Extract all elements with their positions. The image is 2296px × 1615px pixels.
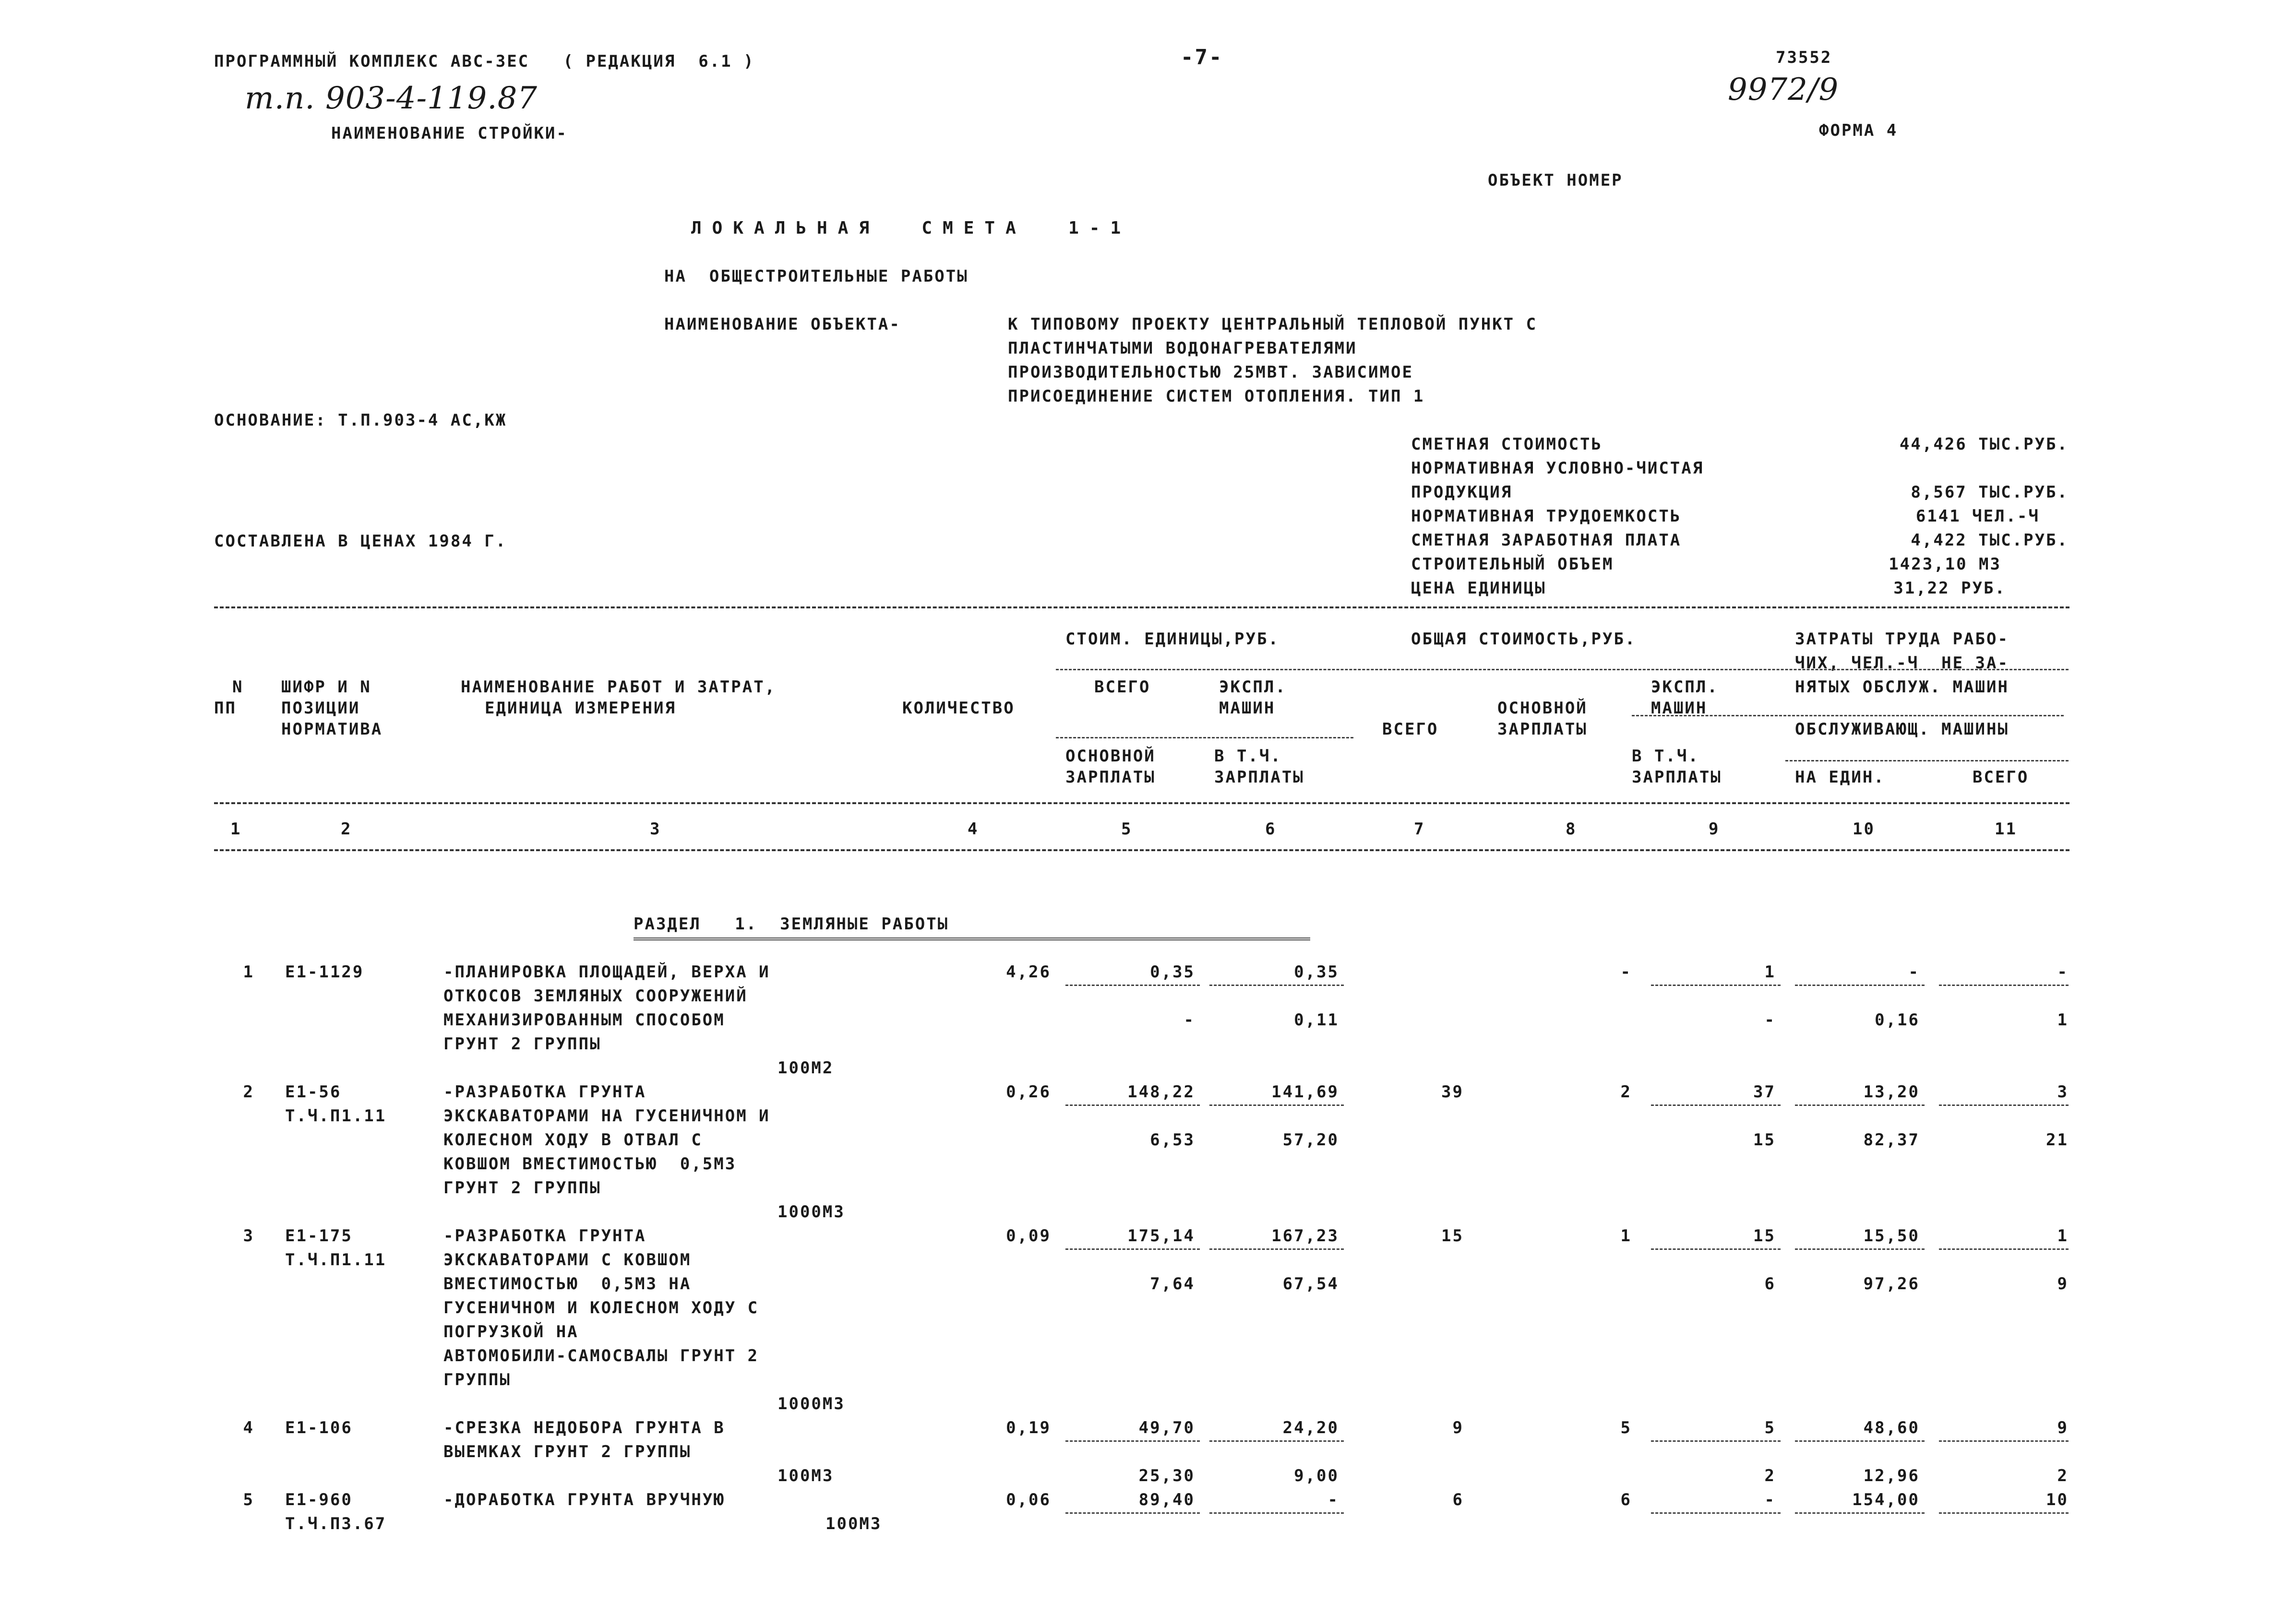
col-no-header: N (232, 677, 244, 697)
row-value-c9b: 2 (1764, 1466, 1776, 1485)
col-incl2-header: ЗАРПЛАТЫ (1632, 768, 1722, 787)
row-name: ВМЕСТИМОСТЬЮ 0,5М3 НА (443, 1274, 692, 1294)
row-number: 1 (243, 962, 254, 982)
column-number: 3 (650, 819, 661, 839)
row-value-c8: 1 (1620, 1226, 1632, 1246)
row-value-c11: 1 (2057, 1226, 2069, 1246)
cell-rule (1651, 1104, 1781, 1106)
program-name: ПРОГРАММНЫЙ КОМПЛЕКС АВС-ЗЕС ( РЕДАКЦИЯ 6.1 ) (214, 52, 755, 71)
col-total2-header: ВСЕГО (1382, 720, 1439, 739)
row-value-c10b: 12,96 (1863, 1466, 1920, 1485)
row-name: ОТКОСОВ ЗЕМЛЯНЫХ СООРУЖЕНИЙ (443, 986, 748, 1006)
row-name: ГРУНТ 2 ГРУППЫ (443, 1034, 601, 1054)
row-code: Е1-960 (285, 1490, 353, 1509)
col-machines-header: ЭКСПЛ. (1219, 677, 1287, 697)
row-unit: 100М3 (777, 1466, 834, 1485)
labor-header: ЗАТРАТЫ ТРУДА РАБО- (1795, 629, 2009, 649)
row-code: Е1-56 (285, 1082, 342, 1102)
row-name: -СРЕЗКА НЕДОБОРА ГРУНТА В (443, 1418, 725, 1437)
row-value-c11b: 9 (2057, 1274, 2069, 1294)
basis-text: ОСНОВАНИЕ: Т.П.903-4 АС,КЖ (214, 411, 507, 430)
row-value-c6b: 0,11 (1294, 1010, 1339, 1030)
col-no-header: ПП (214, 699, 237, 718)
form-label: ФОРМА 4 (1819, 121, 1898, 140)
object-name-line-4: ПРИСОЕДИНЕНИЕ СИСТЕМ ОТОПЛЕНИЯ. ТИП 1 (1008, 387, 1425, 406)
row-value-c5b: 7,64 (1150, 1274, 1195, 1294)
service-machines-header: ОБСЛУЖИВАЮЩ. МАШИНЫ (1795, 720, 2009, 739)
col-name-header: НАИМЕНОВАНИЕ РАБОТ И ЗАТРАТ, (461, 677, 777, 697)
row-value-c11: - (2057, 962, 2069, 982)
cell-rule (1209, 1512, 1344, 1514)
col-wage2-header: ЗАРПЛАТЫ (1497, 720, 1588, 739)
row-value-c5b: 6,53 (1150, 1130, 1195, 1150)
col-code-header: НОРМАТИВА (281, 720, 383, 739)
cell-rule (1939, 1440, 2069, 1442)
col-total-header: ВСЕГО (1094, 677, 1151, 697)
table-top-rule (214, 606, 2069, 608)
row-unit: 100М2 (777, 1058, 834, 1078)
row-name: -ПЛАНИРОВКА ПЛОЩАДЕЙ, ВЕРХА И (443, 962, 770, 982)
cell-rule (1065, 1440, 1200, 1442)
row-value-c10b: 82,37 (1863, 1130, 1920, 1150)
row-quantity: 0,09 (1006, 1226, 1051, 1246)
row-value-c9b: - (1764, 1010, 1776, 1030)
row-quantity: 4,26 (1006, 962, 1051, 982)
row-number: 2 (243, 1082, 254, 1102)
row-name: КОВШОМ ВМЕСТИМОСТЬЮ 0,5М3 (443, 1154, 737, 1174)
row-value-c6: - (1327, 1490, 1339, 1509)
labor-header: НЯТЫХ ОБСЛУЖ. МАШИН (1795, 677, 2009, 697)
estimate-title: ЛОКАЛЬНАЯ СМЕТА 1-1 (691, 218, 1132, 238)
row-value-c5: 148,22 (1127, 1082, 1195, 1102)
row-value-c11: 9 (2057, 1418, 2069, 1437)
row-quantity: 0,19 (1006, 1418, 1051, 1437)
row-unit: 1000М3 (777, 1394, 845, 1413)
cell-rule (1651, 1440, 1781, 1442)
cell-rule (1795, 1248, 1925, 1250)
col-qty-header: КОЛИЧЕСТВО (902, 699, 1015, 718)
construction-name-label: НАИМЕНОВАНИЕ СТРОЙКИ- (331, 124, 568, 143)
cell-rule (1939, 1248, 2069, 1250)
cell-rule (1795, 1440, 1925, 1442)
row-value-c11b: 2 (2057, 1466, 2069, 1485)
summary-label: СМЕТНАЯ ЗАРАБОТНАЯ ПЛАТА (1411, 531, 1682, 550)
cell-rule (1939, 1512, 2069, 1514)
column-number: 4 (968, 819, 979, 839)
summary-value: 44,426 ТЫС.РУБ. (1899, 435, 2069, 454)
column-number: 5 (1121, 819, 1133, 839)
row-value-c9: 1 (1764, 962, 1776, 982)
row-code: Т.Ч.П1.11 (285, 1250, 387, 1270)
object-name-line-2: ПЛАСТИНЧАТЫМИ ВОДОНАГРЕВАТЕЛЯМИ (1008, 339, 1357, 358)
row-name: АВТОМОБИЛИ-САМОСВАЛЫ ГРУНТ 2 (443, 1346, 759, 1366)
row-value-c10: - (1908, 962, 1920, 982)
row-name: ЭКСКАВАТОРАМИ С КОВШОМ (443, 1250, 692, 1270)
column-number: 9 (1709, 819, 1720, 839)
summary-label: СТРОИТЕЛЬНЫЙ ОБЪЕМ (1411, 555, 1614, 574)
column-number: 11 (1995, 819, 2017, 839)
cell-rule (1209, 1440, 1344, 1442)
summary-value: 8,567 ТЫС.РУБ. (1911, 483, 2069, 502)
row-name: ГУСЕНИЧНОМ И КОЛЕСНОМ ХОДУ С (443, 1298, 759, 1318)
price-base-text: СОСТАВЛЕНА В ЦЕНАХ 1984 Г. (214, 532, 507, 551)
summary-label: НОРМАТИВНАЯ УСЛОВНО-ЧИСТАЯ (1411, 459, 1704, 478)
row-value-c10b: 97,26 (1863, 1274, 1920, 1294)
row-value-c7: 6 (1452, 1490, 1464, 1509)
row-name: -РАЗРАБОТКА ГРУНТА (443, 1226, 646, 1246)
handwritten-project-number: т.п. 903-4-119.87 (245, 81, 538, 116)
row-code: Е1-175 (285, 1226, 353, 1246)
column-number: 1 (230, 819, 242, 839)
cell-rule (1065, 1248, 1200, 1250)
col-machines2-header: МАШИН (1651, 699, 1708, 718)
row-value-c6b: 57,20 (1282, 1130, 1339, 1150)
section-underline (634, 938, 1310, 940)
cell-rule (1065, 1104, 1200, 1106)
table-columns-rule (214, 849, 2069, 851)
row-number: 5 (243, 1490, 254, 1509)
row-quantity: 0,26 (1006, 1082, 1051, 1102)
col-labor-total-header: ВСЕГО (1973, 768, 2029, 787)
unit-cost-header: СТОИМ. ЕДИНИЦЫ,РУБ. (1065, 629, 1280, 649)
row-name: ГРУППЫ (443, 1370, 511, 1389)
column-number: 7 (1414, 819, 1425, 839)
row-value-c10: 154,00 (1852, 1490, 1920, 1509)
row-unit: 1000М3 (777, 1202, 845, 1222)
summary-label: НОРМАТИВНАЯ ТРУДОЕМКОСТЬ (1411, 507, 1682, 526)
col-incl2-header: В Т.Ч. (1632, 747, 1699, 766)
col-wage-header: ОСНОВНОЙ (1065, 747, 1156, 766)
cell-rule (1795, 1512, 1925, 1514)
row-value-c5: 89,40 (1138, 1490, 1195, 1509)
summary-value: 1423,10 М3 (1889, 555, 2001, 574)
row-value-c10b: 0,16 (1875, 1010, 1920, 1030)
row-unit: 100М3 (825, 1514, 882, 1533)
col-machines2-header: ЭКСПЛ. (1651, 677, 1719, 697)
col-incl-header: В Т.Ч. (1214, 747, 1282, 766)
object-name-line-1: К ТИПОВОМУ ПРОЕКТУ ЦЕНТРАЛЬНЫЙ ТЕПЛОВОЙ ПУНКТ С (1008, 315, 1538, 334)
row-value-c8: - (1620, 962, 1632, 982)
section-title: РАЗДЕЛ 1. ЗЕМЛЯНЫЕ РАБОТЫ (634, 914, 949, 934)
row-value-c9: 5 (1764, 1418, 1776, 1437)
row-number: 4 (243, 1418, 254, 1437)
table-header-rule (214, 802, 2069, 804)
row-number: 3 (243, 1226, 254, 1246)
row-value-c6b: 67,54 (1282, 1274, 1339, 1294)
cell-rule (1651, 1512, 1781, 1514)
row-value-c11b: 1 (2057, 1010, 2069, 1030)
column-number: 10 (1853, 819, 1875, 839)
cell-rule (1209, 1104, 1344, 1106)
document-number: 73552 (1776, 48, 1832, 67)
row-name: ПОГРУЗКОЙ НА (443, 1322, 579, 1342)
col-incl-header: ЗАРПЛАТЫ (1214, 768, 1304, 787)
row-value-c6: 167,23 (1271, 1226, 1339, 1246)
summary-label: СМЕТНАЯ СТОИМОСТЬ (1411, 435, 1602, 454)
summary-value: 6141 ЧЕЛ.-Ч (1915, 507, 2040, 526)
row-value-c11: 3 (2057, 1082, 2069, 1102)
cell-rule (1651, 985, 1781, 986)
row-value-c6b: 9,00 (1294, 1466, 1339, 1485)
cell-rule (1795, 985, 1925, 986)
col-code-header: ПОЗИЦИИ (281, 699, 360, 718)
column-number: 6 (1265, 819, 1277, 839)
col-per-unit-header: НА ЕДИН. (1795, 768, 1885, 787)
row-value-c6: 0,35 (1294, 962, 1339, 982)
cell-rule (1651, 1248, 1781, 1250)
cell-rule (1939, 985, 2069, 986)
row-name: ВЫЕМКАХ ГРУНТ 2 ГРУППЫ (443, 1442, 692, 1461)
row-value-c10: 15,50 (1863, 1226, 1920, 1246)
cell-rule (1065, 985, 1200, 986)
header-rule (1632, 715, 2064, 716)
column-number: 2 (341, 819, 352, 839)
row-value-c9b: 6 (1764, 1274, 1776, 1294)
column-number: 8 (1566, 819, 1577, 839)
summary-value: 31,22 РУБ. (1893, 579, 2006, 598)
row-name: КОЛЕСНОМ ХОДУ В ОТВАЛ С (443, 1130, 703, 1150)
row-code: Т.Ч.П3.67 (285, 1514, 387, 1533)
row-name: -РАЗРАБОТКА ГРУНТА (443, 1082, 646, 1102)
row-name: -ДОРАБОТКА ГРУНТА ВРУЧНУЮ (443, 1490, 725, 1509)
summary-value: 4,422 ТЫС.РУБ. (1911, 531, 2069, 550)
row-value-c9b: 15 (1753, 1130, 1776, 1150)
object-number-label: ОБЪЕКТ НОМЕР (1488, 171, 1623, 190)
row-code: Т.Ч.П1.11 (285, 1106, 387, 1126)
row-value-c11b: 21 (2046, 1130, 2069, 1150)
cell-rule (1209, 1248, 1344, 1250)
estimate-subtitle: НА ОБЩЕСТРОИТЕЛЬНЫЕ РАБОТЫ (664, 267, 969, 286)
row-value-c5b: 25,30 (1138, 1466, 1195, 1485)
col-machines-header: МАШИН (1219, 699, 1276, 718)
col-wage-header: ЗАРПЛАТЫ (1065, 768, 1156, 787)
header-rule (1056, 737, 1353, 738)
row-value-c6: 141,69 (1271, 1082, 1339, 1102)
col-code-header: ШИФР И N (281, 677, 371, 697)
row-value-c10: 48,60 (1863, 1418, 1920, 1437)
summary-label: ПРОДУКЦИЯ (1411, 483, 1513, 502)
row-name: ГРУНТ 2 ГРУППЫ (443, 1178, 601, 1198)
summary-label: ЦЕНА ЕДИНИЦЫ (1411, 579, 1546, 598)
cell-rule (1795, 1104, 1925, 1106)
row-value-c5b: - (1184, 1010, 1195, 1030)
row-value-c8: 5 (1620, 1418, 1632, 1437)
handwritten-code: 9972/9 (1728, 72, 1839, 107)
page-number: -7- (1181, 45, 1223, 70)
header-rule (1056, 669, 2069, 670)
row-name: ЭКСКАВАТОРАМИ НА ГУСЕНИЧНОМ И (443, 1106, 770, 1126)
row-value-c7: 9 (1452, 1418, 1464, 1437)
row-code: Е1-106 (285, 1418, 353, 1437)
row-value-c9: - (1764, 1490, 1776, 1509)
row-value-c10: 13,20 (1863, 1082, 1920, 1102)
row-value-c6: 24,20 (1282, 1418, 1339, 1437)
object-name-label: НАИМЕНОВАНИЕ ОБЪЕКТА- (664, 315, 901, 334)
row-value-c9: 37 (1753, 1082, 1776, 1102)
labor-header: ЧИХ, ЧЕЛ.-Ч НЕ ЗА- (1795, 653, 2009, 673)
row-value-c7: 39 (1441, 1082, 1464, 1102)
row-value-c5: 175,14 (1127, 1226, 1195, 1246)
header-rule (1785, 760, 2069, 761)
row-value-c9: 15 (1753, 1226, 1776, 1246)
row-value-c5: 0,35 (1150, 962, 1195, 982)
row-code: Е1-1129 (285, 962, 364, 982)
col-name-header: ЕДИНИЦА ИЗМЕРЕНИЯ (485, 699, 676, 718)
col-wage2-header: ОСНОВНОЙ (1497, 699, 1588, 718)
row-value-c5: 49,70 (1138, 1418, 1195, 1437)
cell-rule (1065, 1512, 1200, 1514)
total-cost-header: ОБЩАЯ СТОИМОСТЬ,РУБ. (1411, 629, 1637, 649)
row-value-c11: 10 (2046, 1490, 2069, 1509)
row-value-c7: 15 (1441, 1226, 1464, 1246)
row-value-c8: 2 (1620, 1082, 1632, 1102)
cell-rule (1209, 985, 1344, 986)
row-name: МЕХАНИЗИРОВАННЫМ СПОСОБОМ (443, 1010, 725, 1030)
row-value-c8: 6 (1620, 1490, 1632, 1509)
object-name-line-3: ПРОИЗВОДИТЕЛЬНОСТЬЮ 25МВТ. ЗАВИСИМОЕ (1008, 363, 1413, 382)
cell-rule (1939, 1104, 2069, 1106)
row-quantity: 0,06 (1006, 1490, 1051, 1509)
